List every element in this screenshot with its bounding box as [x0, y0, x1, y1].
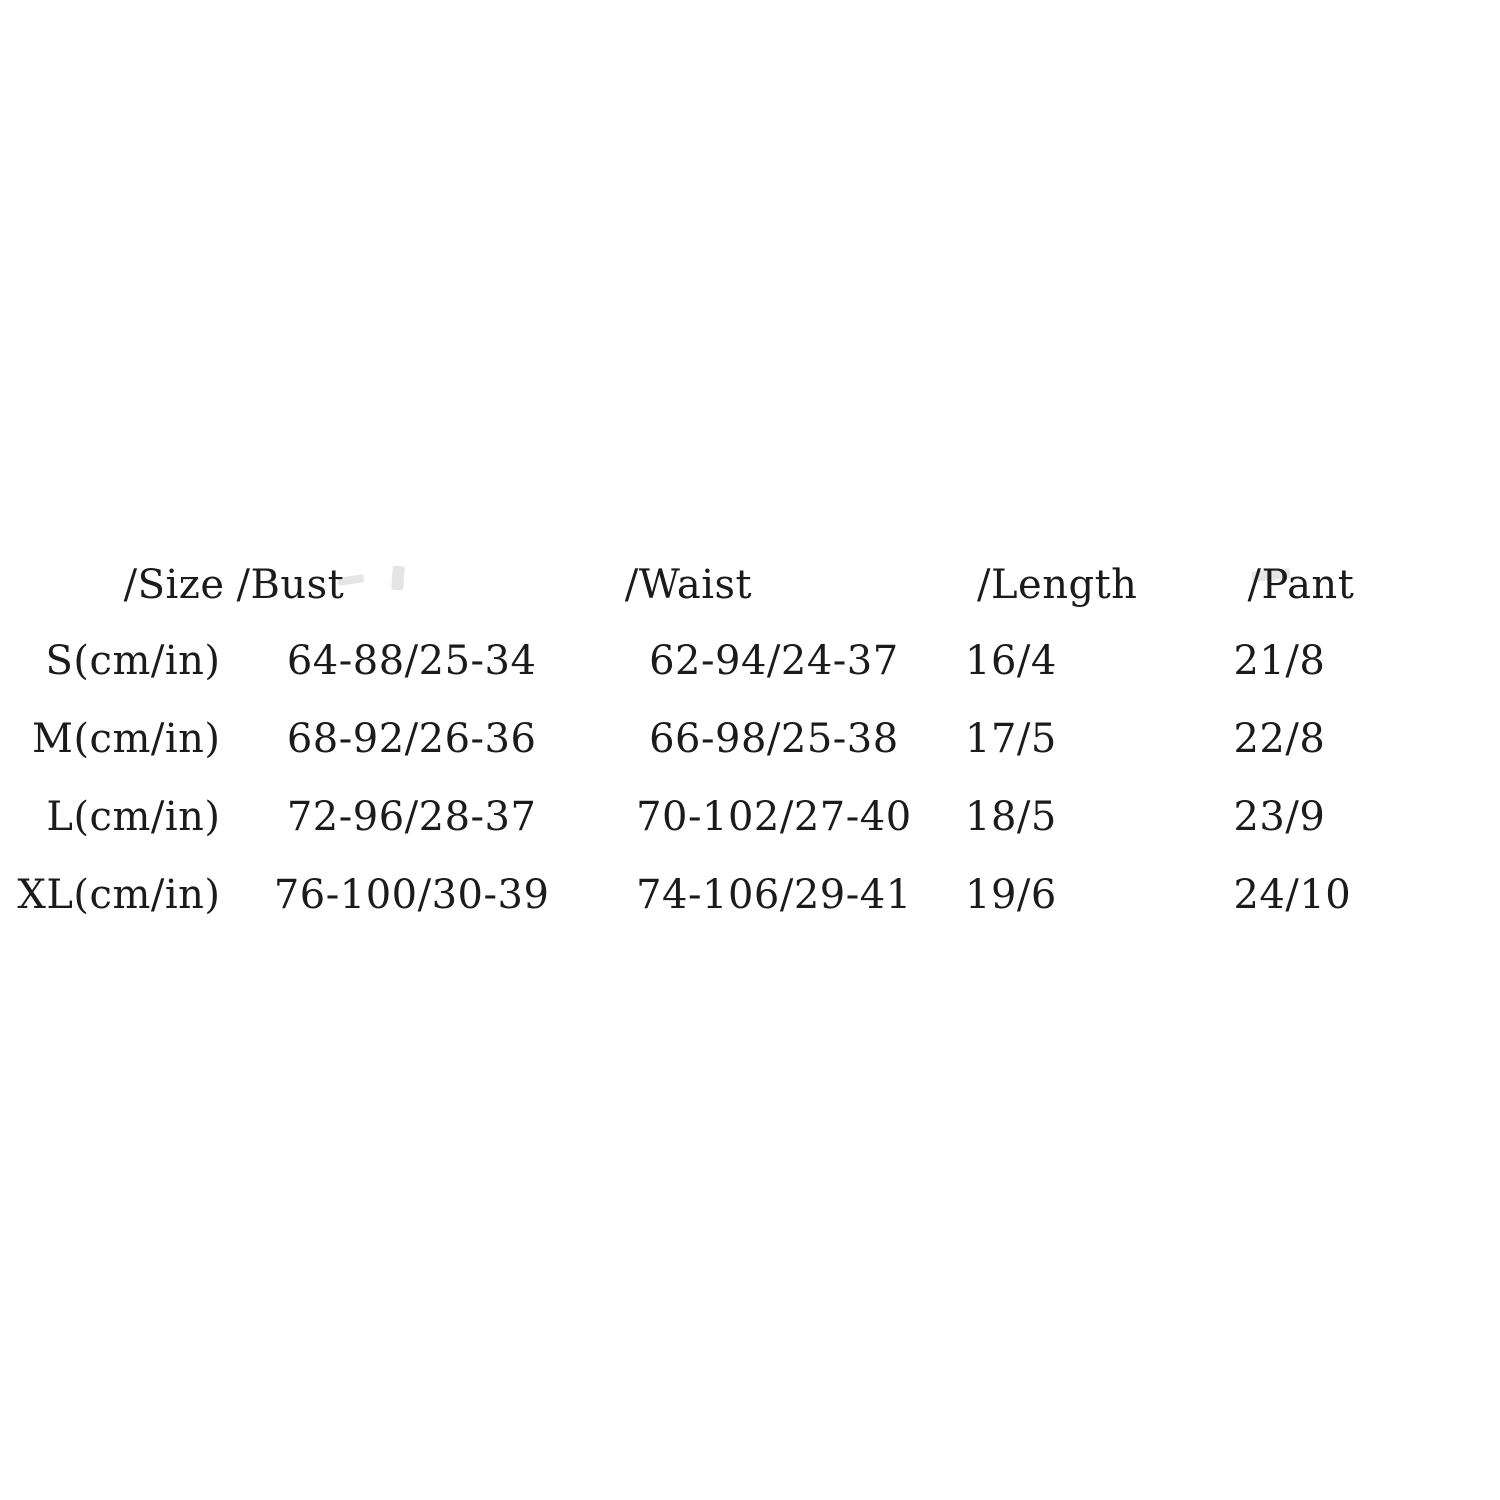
- size-chart-table: [0, 548, 1460, 934]
- column-header-size: /Size: [123, 562, 225, 608]
- column-header-length: /Length: [977, 562, 1138, 608]
- table-header-row: [0, 548, 1460, 622]
- cell-waist: 74-106/29-41: [636, 872, 912, 918]
- cell-size: S(cm/in): [45, 638, 221, 684]
- cell-length: 17/5: [965, 716, 1057, 762]
- cell-size: M(cm/in): [31, 716, 221, 762]
- cell-size: XL(cm/in): [17, 872, 221, 918]
- column-header-pant: /Pant: [1247, 562, 1355, 608]
- table-row: [0, 778, 1460, 856]
- cell-length: 16/4: [965, 638, 1057, 684]
- column-header-waist: /Waist: [624, 562, 753, 608]
- column-header-bust: /Bust: [236, 562, 345, 608]
- cell-length: 19/6: [965, 872, 1057, 918]
- cell-bust: 68-92/26-36: [286, 716, 537, 762]
- cell-pant: 21/8: [1233, 638, 1326, 684]
- cell-bust: 64-88/25-34: [286, 638, 537, 684]
- cell-waist: 66-98/25-38: [649, 716, 899, 762]
- cell-pant: 22/8: [1233, 716, 1326, 762]
- table-row: [0, 856, 1460, 934]
- cell-waist: 62-94/24-37: [649, 638, 899, 684]
- cell-size: L(cm/in): [46, 794, 221, 840]
- table-row: [0, 622, 1460, 700]
- table-row: [0, 700, 1460, 778]
- cell-bust: 76-100/30-39: [273, 872, 550, 918]
- cell-pant: 23/9: [1233, 794, 1326, 840]
- cell-waist: 70-102/27-40: [636, 794, 912, 840]
- cell-pant: 24/10: [1233, 872, 1352, 918]
- cell-bust: 72-96/28-37: [286, 794, 537, 840]
- cell-length: 18/5: [965, 794, 1057, 840]
